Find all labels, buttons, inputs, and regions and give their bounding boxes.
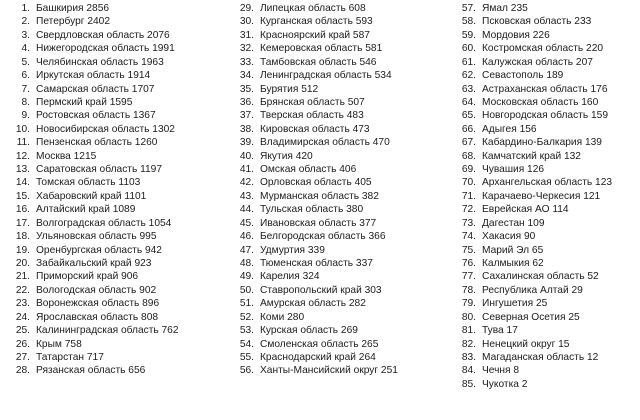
list-item-text: Орловская область 405 (260, 177, 372, 189)
list-item (230, 96, 430, 109)
list-item-number: 7. (21, 83, 30, 95)
list-item-number: 78. (461, 284, 476, 296)
list-item-number: 37. (239, 110, 254, 122)
list-item-number: 64. (461, 96, 476, 108)
list-item-number: 45. (239, 217, 254, 229)
list-item-text: Хабаровский край 1101 (36, 190, 147, 202)
list-item (452, 270, 640, 283)
list-item-number: 13. (15, 164, 30, 176)
list-column-3 (452, 2, 640, 391)
list-item-text: Кемеровская область 581 (260, 43, 383, 55)
list-item-number: 26. (15, 338, 30, 350)
list-item-text: Алтайский край 1089 (36, 204, 136, 216)
list-item (452, 123, 640, 136)
list-item (10, 230, 210, 243)
list-item-text: Москва 1215 (36, 150, 97, 162)
list-item-text: Башкирия 2856 (36, 3, 110, 14)
list-item (452, 324, 640, 337)
list-item-number: 68. (461, 150, 476, 162)
list-item (10, 96, 210, 109)
list-item-text: Рязанская область 656 (36, 365, 146, 377)
list-item-number: 35. (239, 83, 254, 95)
list-item-number: 53. (239, 325, 254, 337)
list-item-number: 80. (461, 311, 476, 323)
list-item-text: Волгоградская область 1054 (36, 217, 172, 229)
list-item-number: 66. (461, 123, 476, 135)
list-item (230, 109, 430, 122)
list-item-text: Саратовская область 1197 (36, 164, 163, 176)
list-item (452, 311, 640, 324)
list-item (10, 270, 210, 283)
list-item-text: Костромская область 220 (482, 43, 604, 55)
list-item (230, 217, 430, 230)
list-item (10, 203, 210, 216)
list-item (452, 244, 640, 257)
list-item-number: 4. (21, 43, 30, 55)
list-item-number: 60. (461, 43, 476, 55)
list-item (230, 338, 430, 351)
list-item-number: 5. (21, 56, 30, 68)
list-item-text: Омская область 406 (260, 164, 357, 176)
list-item-text: Тува 17 (482, 325, 518, 337)
list-item (10, 364, 210, 377)
list-item-number: 44. (239, 204, 254, 216)
list-item-text: Ростовская область 1367 (36, 110, 156, 122)
list-item-text: Курская область 269 (260, 325, 358, 337)
list-item (230, 83, 430, 96)
list-item (452, 176, 640, 189)
list-item-number: 77. (461, 271, 476, 283)
list-item (230, 123, 430, 136)
list-item-number: 41. (239, 164, 254, 176)
list-item-text: Тамбовская область 546 (260, 56, 377, 68)
list-item-number: 8. (21, 96, 30, 108)
list-item-text: Ингушетия 25 (482, 298, 548, 310)
list-item-text: Петербург 2402 (36, 16, 110, 28)
list-item-number: 65. (461, 110, 476, 122)
list-item-number: 22. (15, 284, 30, 296)
list-item-text: Брянская область 507 (260, 96, 365, 108)
list-item-number: 19. (15, 244, 30, 256)
list-item-number: 15. (15, 190, 30, 202)
list-item-number: 38. (239, 123, 254, 135)
list-item (10, 56, 210, 69)
list-item-text: Краснодарский край 264 (260, 351, 376, 363)
list-item (452, 217, 640, 230)
list-item (230, 297, 430, 310)
list-item (230, 163, 430, 176)
list-item (230, 15, 430, 28)
list-item-number: 24. (15, 311, 30, 323)
list-item-number: 73. (461, 217, 476, 229)
list-item (452, 2, 640, 15)
list-item (452, 109, 640, 122)
list-item-text: Дагестан 109 (482, 217, 545, 229)
list-item-number: 27. (15, 351, 30, 363)
list-item-text: Забайкальский край 923 (36, 258, 152, 270)
list-item-number: 39. (239, 137, 254, 149)
list-item (452, 190, 640, 203)
list-item-text: Севастополь 189 (482, 70, 564, 82)
list-item-text: Тюменская область 337 (260, 258, 373, 270)
list-item-text: Пензенская область 1260 (36, 137, 158, 149)
list-item (452, 338, 640, 351)
list-item (10, 163, 210, 176)
list-item-number: 18. (15, 231, 30, 243)
list-item-number: 12. (15, 150, 30, 162)
list-item-number: 3. (21, 29, 30, 41)
list-item-text: Самарская область 1707 (36, 83, 155, 95)
list-item (230, 364, 430, 377)
list-item-number: 30. (239, 16, 254, 28)
list-item (10, 257, 210, 270)
list-item (10, 297, 210, 310)
list-item-number: 54. (239, 338, 254, 350)
list-item-text: Калининградская область 762 (36, 325, 179, 337)
list-item-number: 10. (15, 123, 30, 135)
list-item-number: 59. (461, 29, 476, 41)
list-item-text: Свердловская область 2076 (36, 29, 170, 41)
list-item (230, 136, 430, 149)
list-item (230, 324, 430, 337)
list-item-text: Карелия 324 (260, 271, 320, 283)
list-item-number: 2. (21, 16, 30, 28)
list-item (452, 203, 640, 216)
list-item-text: Белгородская область 366 (260, 231, 386, 243)
list-item-text: Ханты-Мансийский округ 251 (260, 365, 398, 377)
list-item (10, 338, 210, 351)
list-item-text: Калмыкия 62 (482, 258, 544, 270)
list-item-text: Ставропольский край 303 (260, 284, 382, 296)
list-item-number: 58. (461, 16, 476, 28)
list-item-number: 21. (15, 271, 30, 283)
list-item-text: Якутия 420 (260, 150, 313, 162)
list-item-text: Крым 758 (36, 338, 82, 350)
list-item (10, 190, 210, 203)
list-item (452, 364, 640, 377)
list-item-number: 16. (15, 204, 30, 216)
list-item (452, 351, 640, 364)
list-item-number: 1. (21, 3, 30, 14)
list-item-text: Ямал 235 (482, 3, 528, 14)
list-item-text: Кировская область 473 (260, 123, 370, 135)
list-item (452, 83, 640, 96)
list-item-number: 57. (461, 3, 476, 14)
list-item-text: Пермский край 1595 (36, 96, 133, 108)
list-item-text: Тверская область 483 (260, 110, 364, 122)
list-item-number: 76. (461, 258, 476, 270)
list-item-number: 9. (21, 110, 30, 122)
list-item-text: Ленинградская область 534 (260, 70, 392, 82)
list-item (452, 230, 640, 243)
list-item-number: 32. (239, 43, 254, 55)
list-item-text: Республика Алтай 29 (482, 284, 583, 296)
list-item (10, 109, 210, 122)
list-item-text: Владимирская область 470 (260, 137, 390, 149)
list-item (10, 150, 210, 163)
list-item-text: Ульяновская область 995 (36, 231, 157, 243)
list-item (10, 284, 210, 297)
list-item-number: 46. (239, 231, 254, 243)
list-item-number: 34. (239, 70, 254, 82)
list-item (452, 297, 640, 310)
list-item (230, 29, 430, 42)
list-item-number: 36. (239, 96, 254, 108)
list-item-number: 49. (239, 271, 254, 283)
list-item (452, 284, 640, 297)
list-item-number: 74. (461, 231, 476, 243)
list-item-text: Астраханская область 176 (482, 83, 608, 95)
list-item (10, 311, 210, 324)
list-item (230, 311, 430, 324)
list-item-text: Магаданская область 12 (482, 351, 599, 363)
list-item-text: Челябинская область 1963 (36, 56, 164, 68)
list-item (230, 257, 430, 270)
list-item (10, 244, 210, 257)
list-item-text: Бурятия 512 (260, 83, 319, 95)
list-item (230, 56, 430, 69)
list-item-text: Мордовия 226 (482, 29, 550, 41)
list-item-number: 83. (461, 351, 476, 363)
list-item-text: Карачаево-Черкесия 121 (482, 190, 601, 202)
list-item-text: Иркутская область 1914 (36, 70, 151, 82)
list-item-text: Чувашия 126 (482, 164, 545, 176)
list-item-text: Ненецкий округ 15 (482, 338, 570, 350)
list-item-text: Новгородская область 159 (482, 110, 608, 122)
list-item (10, 324, 210, 337)
list-item-text: Татарстан 717 (36, 351, 104, 363)
list-item-number: 71. (461, 190, 476, 202)
list-item-text: Удмуртия 339 (260, 244, 325, 256)
list-item-text: Ивановская область 377 (260, 217, 377, 229)
list-item-number: 42. (239, 177, 254, 189)
list-item-text: Тульская область 380 (260, 204, 364, 216)
list-item (452, 257, 640, 270)
list-item-number: 25. (15, 325, 30, 337)
list-item (230, 230, 430, 243)
list-item-number: 85. (461, 378, 476, 390)
list-item-number: 29. (239, 3, 254, 14)
list-item-number: 72. (461, 204, 476, 216)
list-item-number: 31. (239, 29, 254, 41)
list-item-text: Архангельская область 123 (482, 177, 613, 189)
list-item (452, 42, 640, 55)
list-item-text: Томская область 1103 (36, 177, 141, 189)
list-item-number: 51. (239, 298, 254, 310)
list-item-text: Калужская область 207 (482, 56, 593, 68)
list-item-number: 79. (461, 298, 476, 310)
list-item-number: 11. (16, 137, 30, 149)
list-item-number: 28. (15, 365, 30, 377)
list-item-text: Красноярский край 587 (260, 29, 370, 41)
list-item-number: 56. (239, 365, 254, 377)
list-item (10, 176, 210, 189)
list-item-text: Оренбургская область 942 (36, 244, 162, 256)
list-item-text: Чукотка 2 (482, 378, 528, 390)
list-item (230, 270, 430, 283)
list-item (452, 378, 640, 391)
list-item (10, 15, 210, 28)
list-item-number: 48. (239, 258, 254, 270)
list-item (452, 29, 640, 42)
list-item-number: 47. (239, 244, 254, 256)
list-item (10, 217, 210, 230)
list-item-text: Коми 280 (260, 311, 305, 323)
list-item-text: Адыгея 156 (482, 123, 537, 135)
list-item (10, 123, 210, 136)
list-item-number: 84. (461, 365, 476, 377)
list-item (10, 83, 210, 96)
list-item-number: 69. (461, 164, 476, 176)
list-item (452, 150, 640, 163)
list-item (452, 96, 640, 109)
list-item-text: Воронежская область 896 (36, 298, 160, 310)
list-item (230, 203, 430, 216)
list-item-number: 52. (239, 311, 254, 323)
list-item-text: Хакасия 90 (482, 231, 536, 243)
list-item-number: 6. (21, 70, 30, 82)
list-item (230, 351, 430, 364)
list-item (10, 69, 210, 82)
list-item (10, 136, 210, 149)
list-item-number: 82. (461, 338, 476, 350)
list-item-number: 61. (461, 56, 476, 68)
list-item-number: 14. (15, 177, 30, 189)
list-item (230, 244, 430, 257)
list-item-text: Еврейская АО 114 (482, 204, 569, 216)
list-item-text: Марий Эл 65 (482, 244, 544, 256)
list-item (452, 136, 640, 149)
list-item (10, 2, 210, 15)
list-item (452, 69, 640, 82)
list-item (230, 69, 430, 82)
list-item-number: 75. (461, 244, 476, 256)
list-item-text: Чечня 8 (482, 365, 520, 377)
list-item (230, 2, 430, 15)
list-item-text: Липецкая область 608 (260, 3, 366, 14)
list-item-text: Смоленская область 265 (260, 338, 379, 350)
list-item-number: 63. (461, 83, 476, 95)
list-item-number: 70. (461, 177, 476, 189)
list-item-text: Мурманская область 382 (260, 190, 379, 202)
list-item-text: Приморский край 906 (36, 271, 139, 283)
list-item (230, 190, 430, 203)
list-item (230, 284, 430, 297)
list-item (230, 42, 430, 55)
list-item-text: Кабардино-Балкария 139 (482, 137, 602, 149)
list-item-text: Северная Осетия 25 (482, 311, 580, 323)
list-item (10, 42, 210, 55)
list-item-number: 43. (239, 190, 254, 202)
list-item-number: 50. (239, 284, 254, 296)
list-item-text: Псковская область 233 (482, 16, 592, 28)
list-item-number: 67. (461, 137, 476, 149)
list-item-number: 33. (239, 56, 254, 68)
list-column-2 (230, 2, 430, 378)
list-item-text: Сахалинская область 52 (482, 271, 599, 283)
list-item-text: Ярославская область 808 (36, 311, 159, 323)
list-item-number: 55. (239, 351, 254, 363)
list-item-text: Нижегородская область 1991 (36, 43, 175, 55)
list-item-text: Курганская область 593 (260, 16, 373, 28)
list-item-text: Амурская область 282 (260, 298, 366, 310)
list-item-number: 81. (461, 325, 476, 337)
list-item (230, 176, 430, 189)
list-item-text: Камчатский край 132 (482, 150, 581, 162)
list-item-text: Новосибирская область 1302 (36, 123, 175, 135)
list-column-1 (10, 2, 210, 378)
list-item (452, 163, 640, 176)
list-item-number: 62. (461, 70, 476, 82)
list-item (452, 15, 640, 28)
list-item-text: Вологодская область 902 (36, 284, 157, 296)
list-item-number: 20. (15, 258, 30, 270)
list-item-number: 23. (15, 298, 30, 310)
list-item (10, 29, 210, 42)
list-item (10, 351, 210, 364)
list-item-number: 40. (239, 150, 254, 162)
list-item-text: Московская область 160 (482, 96, 599, 108)
list-item-number: 17. (15, 217, 30, 229)
list-item (230, 150, 430, 163)
list-item (452, 56, 640, 69)
